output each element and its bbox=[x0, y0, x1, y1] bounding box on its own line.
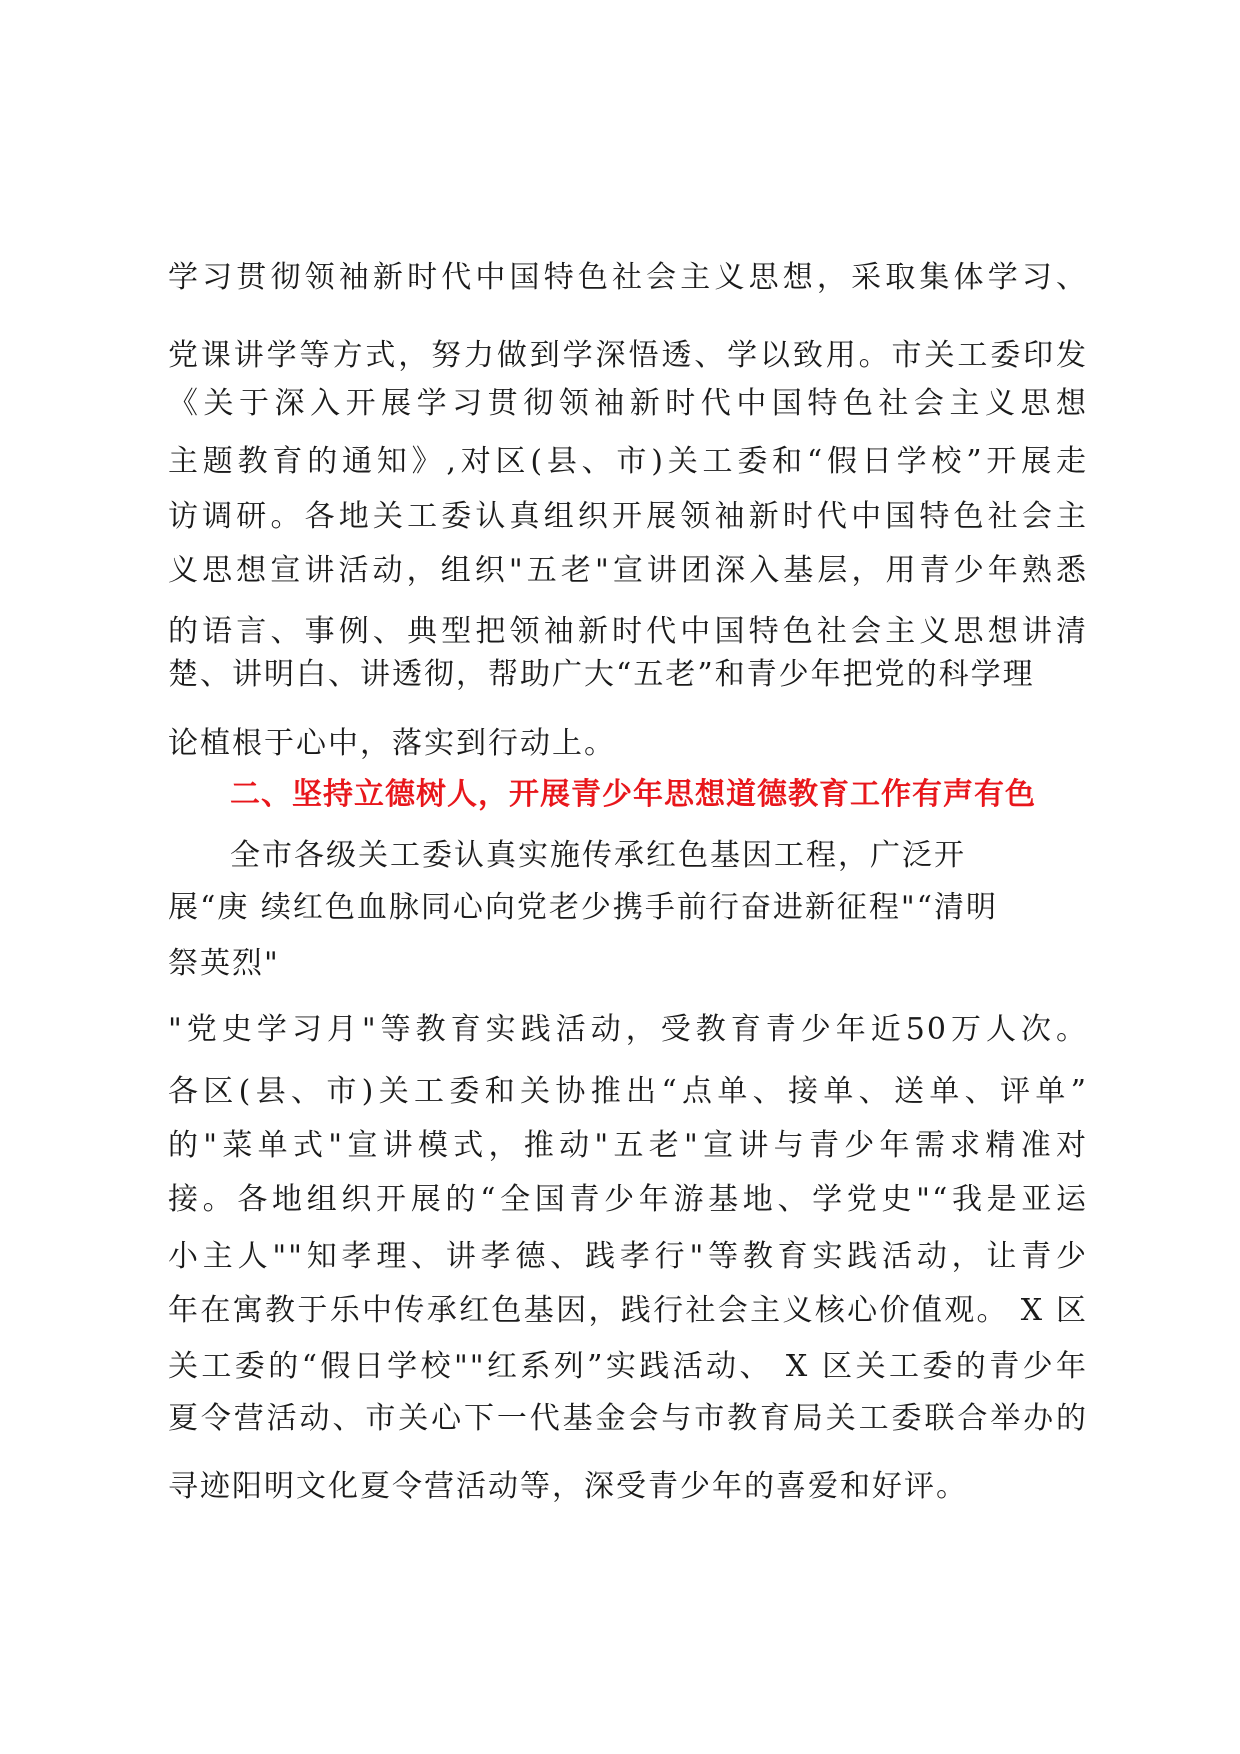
paragraph2-line-10: 关工委的“假日学校""红系列”实践活动、 X 区关工委的青少年 bbox=[168, 1349, 1088, 1384]
paragraph2-line-11: 夏令营活动、市关心下一代基金会与市教育局关工委联合举办的 bbox=[168, 1401, 1088, 1436]
section-heading-2: 二、坚持立德树人，开展青少年思想道德教育工作有声有色 bbox=[230, 777, 1036, 812]
paragraph2-line-8: 小主人""知孝理、讲孝德、践孝行"等教育实践活动，让青少 bbox=[168, 1239, 1088, 1274]
paragraph2-line-2: 展“庚 续红色血脉同心向党老少携手前行奋进新征程"“清明 bbox=[168, 890, 999, 925]
paragraph2-line-12: 寻迹阳明文化夏令营活动等，深受青少年的喜爱和好评。 bbox=[168, 1469, 968, 1504]
paragraph1-line-6: 义思想宣讲活动，组织"五老"宣讲团深入基层，用青少年熟悉 bbox=[168, 553, 1088, 588]
paragraph1-line-2: 党课讲学等方式，努力做到学深悟透、学以致用。市关工委印发 bbox=[168, 338, 1088, 373]
paragraph1-line-8: 楚、讲明白、讲透彻，帮助广大“五老”和青少年把党的科学理 bbox=[168, 657, 1035, 692]
paragraph1-line-7: 的语言、事例、典型把领袖新时代中国特色社会主义思想讲清 bbox=[168, 614, 1088, 649]
paragraph2-line-4: "党史学习月"等教育实践活动，受教育青少年近50万人次。 bbox=[168, 1012, 1088, 1047]
paragraph1-line-1: 学习贯彻领袖新时代中国特色社会主义思想，采取集体学习、 bbox=[168, 260, 1088, 295]
paragraph1-line-4: 主题教育的通知》,对区(县、市)关工委和“假日学校”开展走 bbox=[168, 444, 1088, 479]
paragraph2-line-1: 全市各级关工委认真实施传承红色基因工程，广泛开 bbox=[230, 838, 966, 873]
paragraph2-line-7: 接。各地组织开展的“全国青少年游基地、学党史"“我是亚运 bbox=[168, 1182, 1088, 1217]
paragraph1-line-3: 《关于深入开展学习贯彻领袖新时代中国特色社会主义思想 bbox=[168, 386, 1088, 421]
paragraph1-line-9: 论植根于心中，落实到行动上。 bbox=[168, 726, 616, 761]
paragraph1-line-5: 访调研。各地关工委认真组织开展领袖新时代中国特色社会主 bbox=[168, 499, 1088, 534]
paragraph2-line-5: 各区(县、市)关工委和关协推出“点单、接单、送单、评单” bbox=[168, 1074, 1088, 1109]
paragraph2-line-3: 祭英烈" bbox=[168, 946, 280, 981]
paragraph2-line-9: 年在寓教于乐中传承红色基因，践行社会主义核心价值观。 X 区 bbox=[168, 1293, 1088, 1328]
paragraph2-line-6: 的"菜单式"宣讲模式，推动"五老"宣讲与青少年需求精准对 bbox=[168, 1128, 1088, 1163]
